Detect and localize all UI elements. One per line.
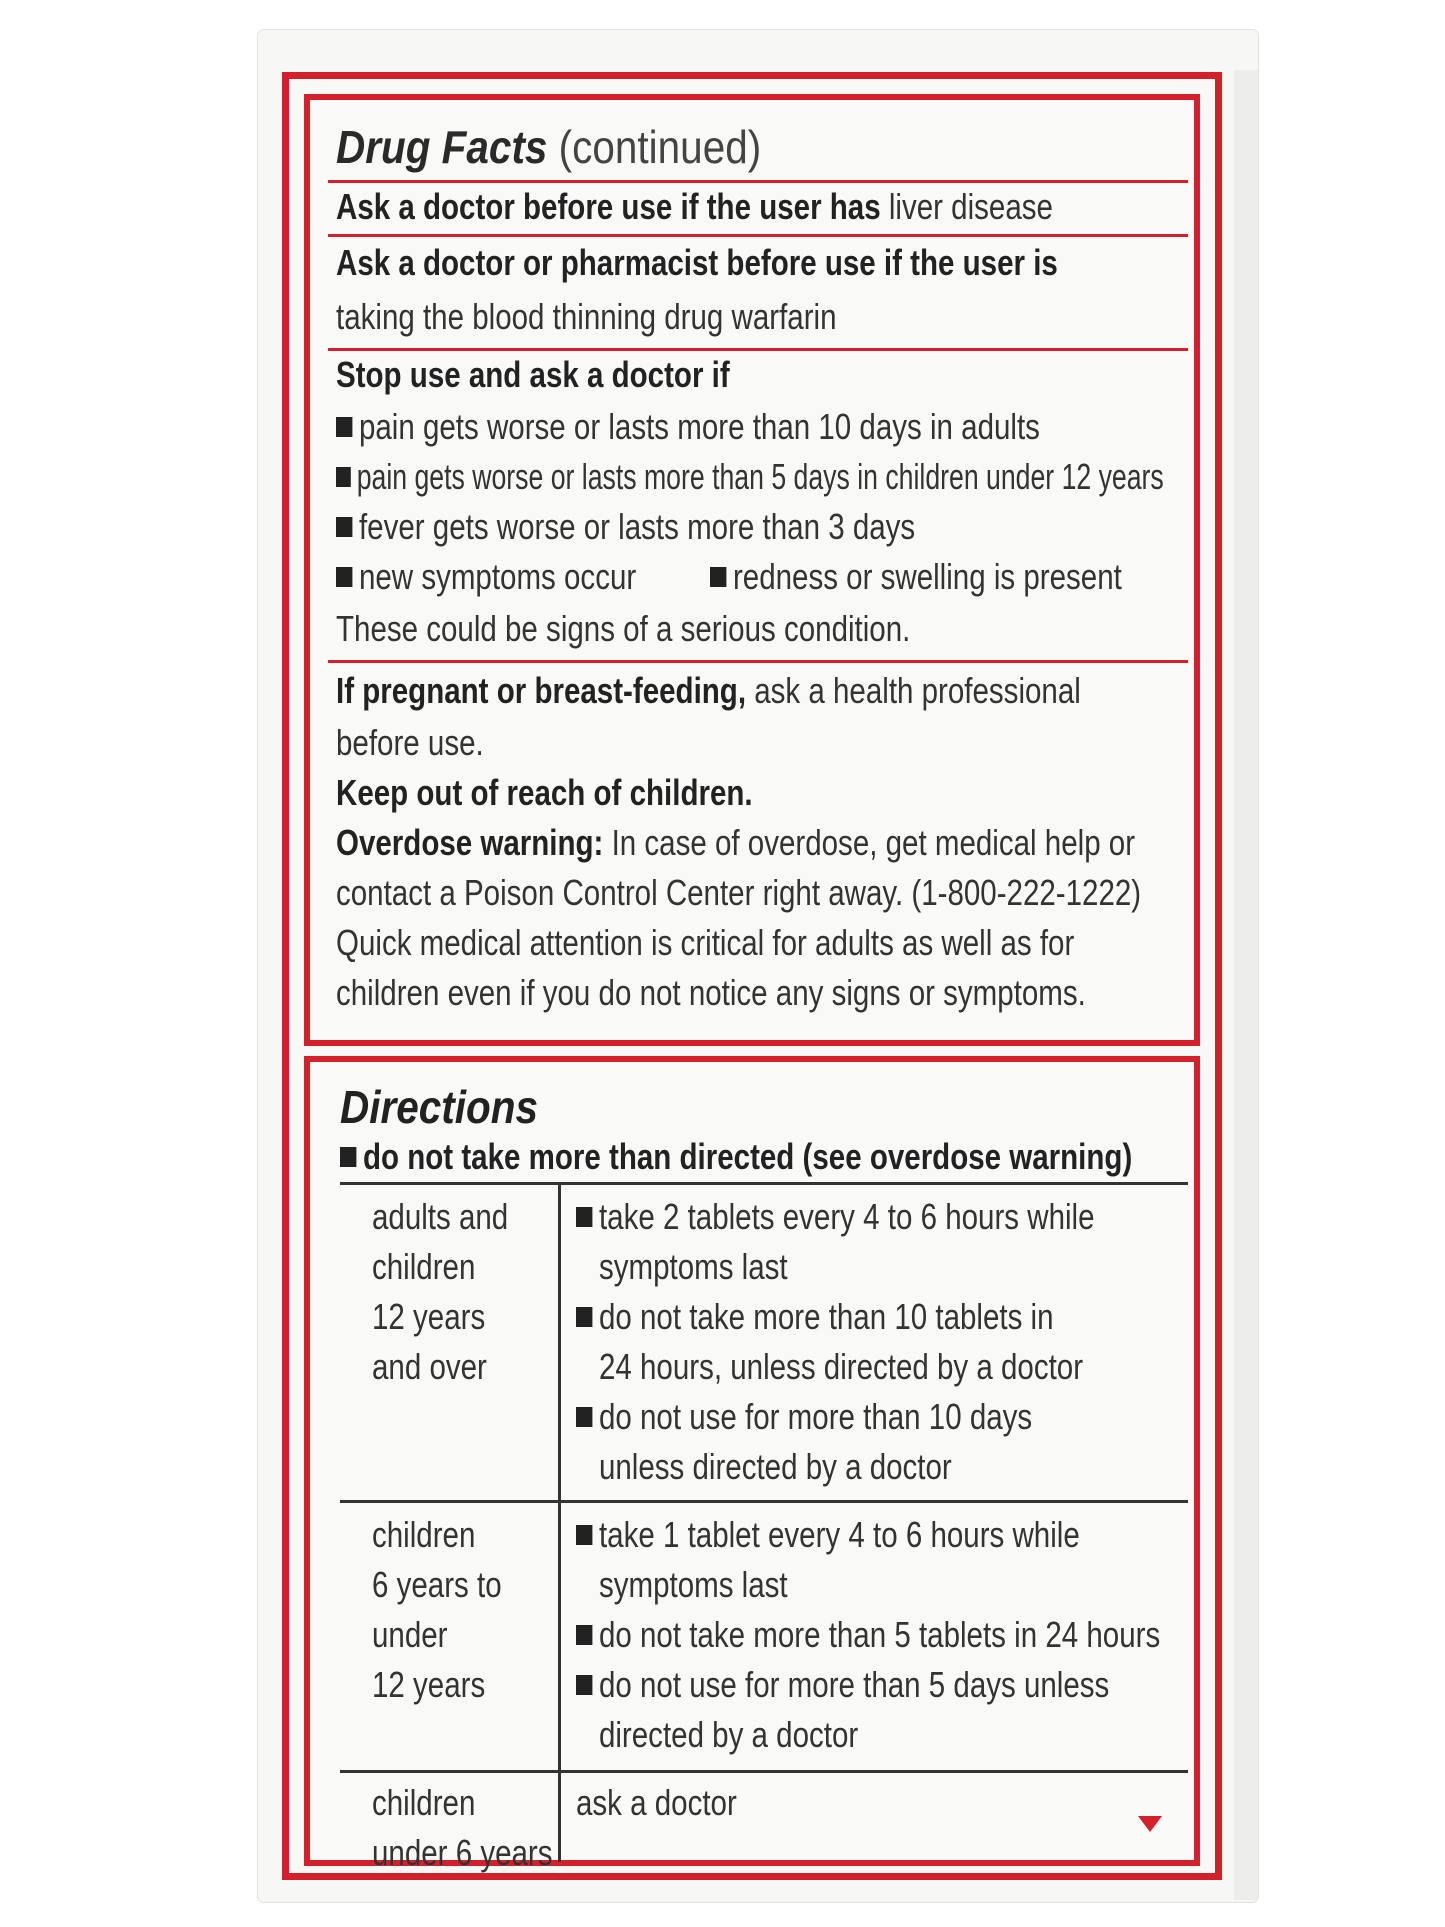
box-side-edge [1234,70,1258,1900]
bullet-icon [336,467,351,487]
dosage-line [576,1342,1095,1392]
keep-out-of-reach [336,772,753,814]
stop-use-item [336,556,636,598]
liver-warning-text: liver disease [888,186,1053,227]
drug-label-box [258,30,1258,1902]
table-column-rule [558,1182,561,1862]
age-group-cell [372,1778,553,1878]
stop-use-item-text: pain gets worse or lasts more than 10 days in adults [358,406,1040,447]
dosage-line-text: symptoms last [598,1246,788,1287]
age-group-line: adults and [372,1196,509,1237]
dosage-line [576,1610,1160,1660]
pregnant-warning [336,670,1081,712]
serious-condition-note: These could be signs of a serious condition. [336,608,911,649]
dosage-line-text: ask a doctor [576,1782,737,1823]
bullet-icon [340,1147,356,1167]
dosage-line [576,1192,1095,1242]
age-group-line: 6 years to [372,1564,502,1605]
dosage-line-text: directed by a doctor [598,1714,859,1755]
section-divider [328,660,1188,663]
liver-warning-bold: Ask a doctor before use if the user has [336,186,881,227]
dosage-line-text: do not take more than 5 tablets in 24 hours [598,1614,1161,1655]
keep-out-bold: Keep out of reach of children. [336,772,753,813]
pregnant-warning-text: ask a health professional [754,670,1081,711]
stop-use-item-text: new symptoms occur [358,556,637,597]
table-top-rule [340,1182,1188,1185]
stop-use-item [336,406,1040,448]
continued-label: (continued) [558,121,762,173]
warfarin-warning-text: taking the blood thinning drug warfarin [336,296,837,337]
section-divider [328,180,1188,183]
dosage-line [576,1442,1095,1492]
section-divider [328,234,1188,237]
dosage-cell [576,1192,1095,1492]
age-group-line: and over [372,1346,487,1387]
warfarin-warning-heading [336,242,1058,284]
liver-warning [336,186,1053,228]
age-group-line: under 6 years [372,1832,553,1873]
age-group-cell [372,1192,508,1392]
dosage-line [576,1710,1160,1760]
dosage-cell [576,1778,737,1828]
age-group-line: 12 years [372,1296,486,1337]
bullet-icon [576,1207,592,1227]
dosage-line-text: do not use for more than 10 days [598,1396,1033,1437]
stop-use-heading-text: Stop use and ask a doctor if [336,354,730,395]
dosage-line [576,1560,1160,1610]
bullet-icon [710,567,726,587]
directions-panel [304,1056,1200,1873]
age-group-line: children [372,1782,476,1823]
overdose-warning-line-4: children even if you do not notice any signs or symptoms. [336,972,1086,1013]
warfarin-warning-bold: Ask a doctor or pharmacist before use if the user is [336,242,1058,283]
age-group-line: under [372,1614,448,1655]
overdose-warning-line-3: Quick medical attention is critical for adults as well as for [336,922,1075,963]
pregnant-warning-text-2: before use. [336,722,484,763]
bullet-icon [576,1625,592,1645]
stop-use-item [336,506,915,548]
stop-use-item-text: fever gets worse or lasts more than 3 days [358,506,916,547]
age-group-line: children [372,1514,476,1555]
directions-warning-text: do not take more than directed (see overdose warning) [362,1136,1133,1177]
dosage-line [576,1292,1095,1342]
drug-facts-heading: Drug Facts [336,121,548,173]
dosage-line-text: unless directed by a doctor [598,1446,952,1487]
bullet-icon [576,1307,592,1327]
stop-use-item [710,556,1122,598]
bullet-icon [576,1525,592,1545]
table-row-rule [340,1500,1188,1503]
stop-use-heading [336,354,730,396]
stop-use-item-text: pain gets worse or lasts more than 5 days in children under 12 years [356,456,1164,497]
pregnant-warning-bold: If pregnant or breast-feeding, [336,670,747,711]
dosage-line-text: do not use for more than 5 days unless [598,1664,1110,1705]
drug-facts-title [336,120,761,174]
dosage-line [576,1660,1160,1710]
dosage-line [576,1510,1160,1560]
dosage-line [576,1778,737,1828]
dosage-line-text: 24 hours, unless directed by a doctor [598,1346,1084,1387]
overdose-warning-line-2: contact a Poison Control Center right away. (1-800-222-1222) [336,872,1142,913]
overdose-warning-line-1 [336,822,1135,864]
triangle-mark-icon [1138,1816,1162,1832]
bullet-icon [576,1407,592,1427]
dosage-line-text: take 1 tablet every 4 to 6 hours while [598,1514,1080,1555]
age-group-line: children [372,1246,476,1287]
dosage-line-text: symptoms last [598,1564,788,1605]
section-divider [328,348,1188,351]
dosage-cell [576,1510,1160,1760]
directions-warning [340,1136,1132,1178]
age-group-cell [372,1510,502,1710]
dosage-line-text: take 2 tablets every 4 to 6 hours while [598,1196,1095,1237]
directions-title: Directions [340,1081,538,1133]
dosage-line-text: do not take more than 10 tablets in [598,1296,1054,1337]
age-group-line: 12 years [372,1664,486,1705]
dosage-line [576,1242,1095,1292]
stop-use-item [336,456,1164,498]
drug-facts-panel [304,94,1200,1046]
stop-use-item-text: redness or swelling is present [732,556,1122,597]
bullet-icon [336,417,352,437]
overdose-warning-text: In case of overdose, get medical help or [611,822,1136,863]
table-row-rule [340,1770,1188,1773]
bullet-icon [336,517,352,537]
overdose-warning-bold: Overdose warning: [336,822,604,863]
bullet-icon [576,1675,592,1695]
bullet-icon [336,567,352,587]
dosage-line [576,1392,1095,1442]
